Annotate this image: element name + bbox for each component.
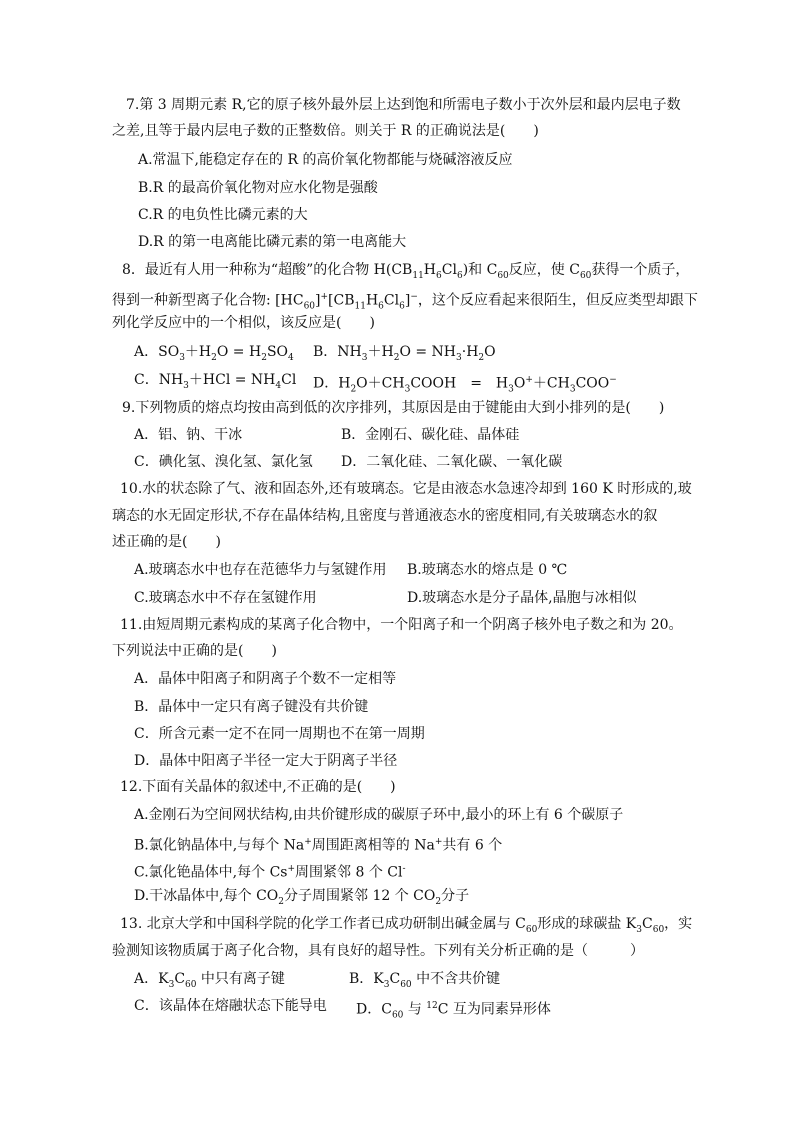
q8-stem-line2: 得到一种新型离子化合物: $[HC_{60}]^+[CB_{11}H_6Cl_6]^-$，这个反应看起来很陌生，但反应类型却跟下 xyxy=(112,292,698,312)
q13-option-b[interactable]: B．$K_3C_{60}$ 中不含共价键 xyxy=(349,971,501,990)
q10-option-d[interactable]: D.玻璃态水是分子晶体,晶胞与冰相似 xyxy=(407,590,637,606)
q9-option-b[interactable]: B．金刚石、碳化硅、晶体硅 xyxy=(341,427,520,443)
q8-option-a[interactable]: A．$SO_3+H_2O = H_2SO_4$ xyxy=(134,344,294,363)
q13-option-d[interactable]: D．$C_{60}$ 与 $^{12}$C 互为同素异形体 xyxy=(356,1001,551,1021)
q13-option-a[interactable]: A．$K_3C_{60}$ 中只有离子键 xyxy=(134,971,285,990)
q11-option-a[interactable]: A．晶体中阳离子和阴离子个数不一定相等 xyxy=(134,671,397,687)
q12-option-b[interactable]: B.氯化钠晶体中,与每个 Na+周围距离相等的 Na+共有 6 个 xyxy=(134,837,503,854)
q10-option-b[interactable]: B.玻璃态水的熔点是 0 ℃ xyxy=(407,562,568,578)
q12-option-c[interactable]: C.氯化铯晶体中,每个 Cs+周围紧邻 8 个 Cl- xyxy=(134,864,406,881)
q9-option-d[interactable]: D．二氧化硅、二氧化碳、一氧化碳 xyxy=(341,454,563,470)
q7-stem-line2: 之差,且等于最内层电子数的正整数倍。则关于 R 的正确说法是( ) xyxy=(112,123,539,139)
q13-stem-line1: 13. 北京大学和中国科学院的化学工作者已成功研制出碱金属与 $C_{60}$形成的球碳盐 $K_3C_{60}$，实 xyxy=(120,916,693,935)
q8-option-d[interactable]: D．$H_2O+CH_3COOH$ = $H_3O^++CH_3COO^-$ xyxy=(313,375,617,395)
q9-option-c[interactable]: C．碘化氢、溴化氢、氯化氢 xyxy=(134,454,313,470)
q8-stem-line1: 8．最近有人用一种称为“超酸”的化合物 $H(CB_{11}H_6Cl_6)$和 $C_{60}$反应，使 $C_{60}$获得一个质子， xyxy=(122,262,690,281)
q11-option-c[interactable]: C．所含元素一定不在同一周期也不在第一周期 xyxy=(134,726,425,742)
q9-option-a[interactable]: A．铝、钠、干冰 xyxy=(134,427,243,443)
q13-stem-line2: 验测知该物质属于离子化合物，具有良好的超导性。下列有关分析正确的是（ ） xyxy=(112,943,644,959)
q7-option-b[interactable]: B.R 的最高价氧化物对应水化物是强酸 xyxy=(138,180,378,196)
q7-option-a[interactable]: A.常温下,能稳定存在的 R 的高价氧化物都能与烧碱溶液反应 xyxy=(138,152,513,168)
q10-stem-line2: 璃态的水无固定形状,不存在晶体结构,且密度与普通液态水的密度相同,有关玻璃态水的叙 xyxy=(112,508,658,524)
q11-stem-line1: 11.由短周期元素构成的某离子化合物中，一个阳离子和一个阴离子核外电子数之和为 20。 xyxy=(120,617,683,633)
q10-option-c[interactable]: C.玻璃态水中不存在氢键作用 xyxy=(134,590,317,606)
q8-stem-line3: 列化学反应中的一个相似，该反应是( ) xyxy=(112,315,375,331)
q7-option-d[interactable]: D.R 的第一电离能比磷元素的第一电离能大 xyxy=(138,234,407,250)
q8-option-c[interactable]: C．$NH_3+HCl = NH_4Cl$ xyxy=(134,372,297,391)
q12-option-d[interactable]: D.干冰晶体中,每个 $CO_2$分子周围紧邻 12 个 $CO_2$分子 xyxy=(134,888,470,907)
q10-stem-line1: 10.水的状态除了气、液和固态外,还有玻璃态。它是由液态水急速冷却到 160 K 时形成的,玻 xyxy=(120,481,692,497)
q13-option-c[interactable]: C．该晶体在熔融状态下能导电 xyxy=(134,998,327,1014)
q8-option-b[interactable]: B．$NH_3+H_2O = NH_3\cdot H_2O$ xyxy=(313,344,496,363)
q9-stem: 9.下列物质的熔点均按由高到低的次序排列，其原因是由于键能由大到小排列的是( ) xyxy=(122,400,665,416)
q10-stem-line3: 述正确的是( ) xyxy=(112,534,221,550)
q11-option-d[interactable]: D．晶体中阳离子半径一定大于阴离子半径 xyxy=(134,753,398,769)
q11-stem-line2: 下列说法中正确的是( ) xyxy=(112,643,277,659)
q12-stem: 12.下面有关晶体的叙述中,不正确的是( ) xyxy=(120,779,396,795)
q12-option-a[interactable]: A.金刚石为空间网状结构,由共价键形成的碳原子环中,最小的环上有 6 个碳原子 xyxy=(134,807,624,823)
q11-option-b[interactable]: B．晶体中一定只有离子键没有共价键 xyxy=(134,699,369,715)
q7-stem-line1: 7.第 3 周期元素 R,它的原子核外最外层上达到饱和所需电子数小于次外层和最内层电子数 xyxy=(126,97,681,113)
q10-option-a[interactable]: A.玻璃态水中也存在范德华力与氢键作用 xyxy=(134,562,387,578)
q7-option-c[interactable]: C.R 的电负性比磷元素的大 xyxy=(138,207,308,223)
